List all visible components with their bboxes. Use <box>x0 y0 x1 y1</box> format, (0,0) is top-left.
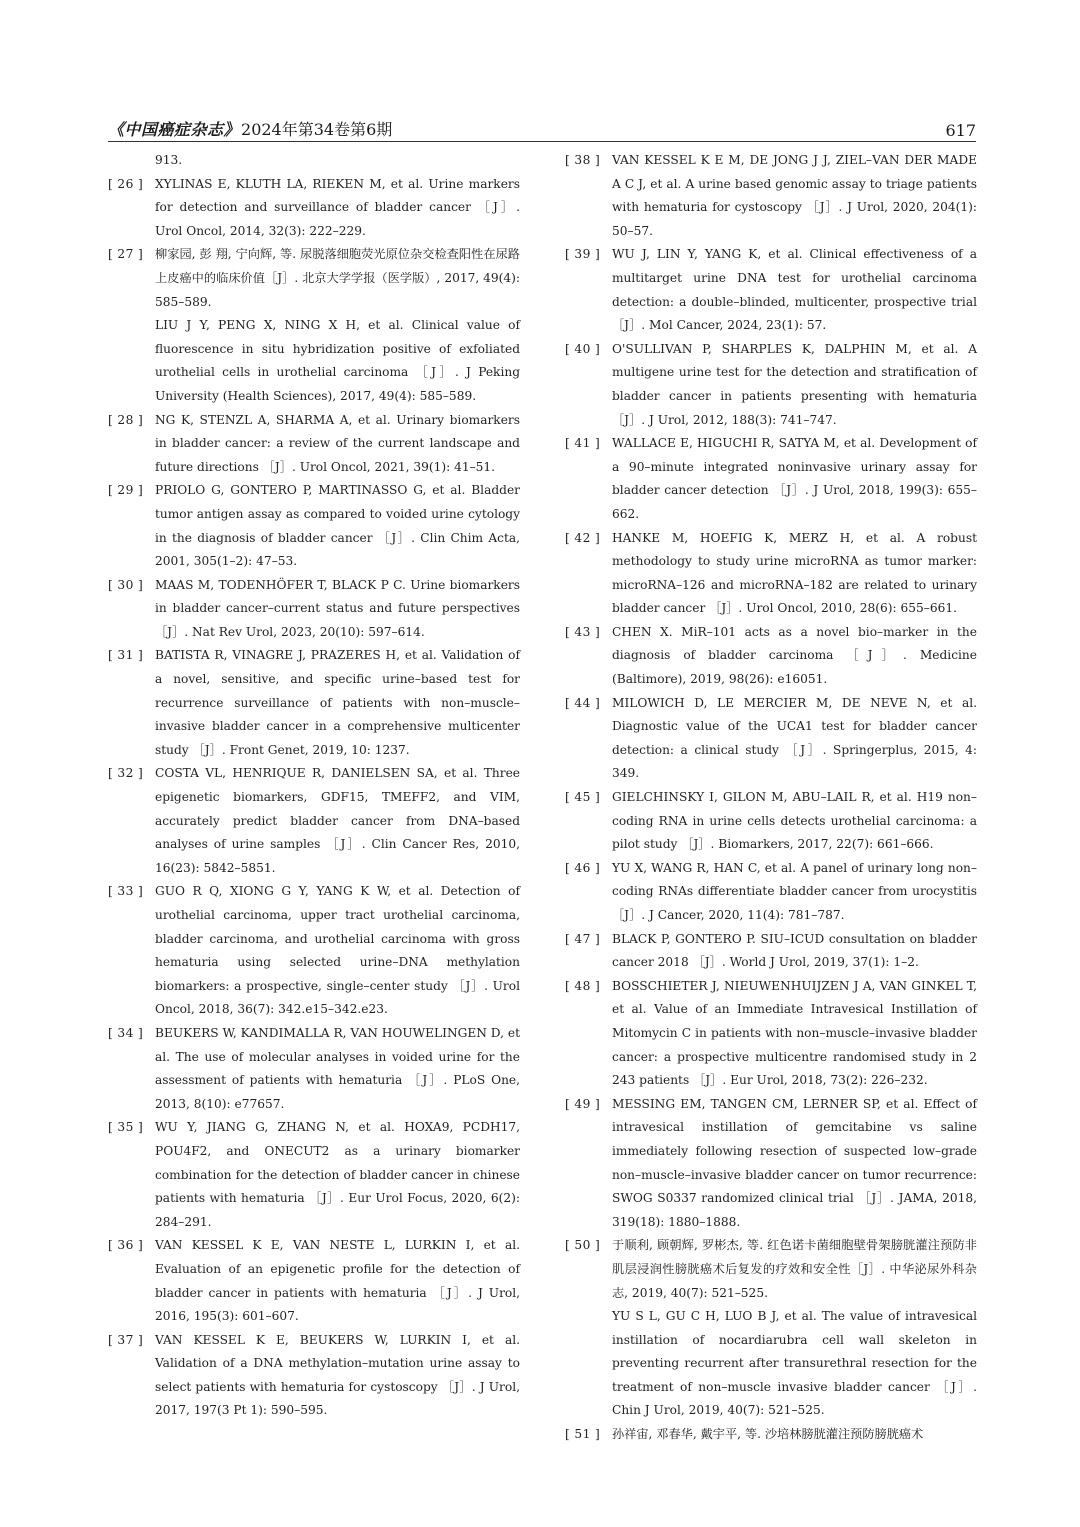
reference-text: BATISTA R, VINAGRE J, PRAZERES H, et al. Validation of a novel, sensitive, and specific urine–based test for recurrence surveillance of patients with non–muscle–invasive bladder cancer in a comprehensive multicenter study ［J］. Front Genet, 2019, 10: 1237. <box>155 648 520 757</box>
reference-body <box>612 621 977 692</box>
journal-citation <box>108 117 392 140</box>
reference-body <box>155 574 520 645</box>
reference-text: MAAS M, TODENHÖFER T, BLACK P C. Urine biomarkers in bladder cancer–current status and future perspectives ［J］. Nat Rev Urol, 2023, 20(10): 597–614. <box>155 577 520 639</box>
reference-entry <box>565 243 977 337</box>
reference-text: 孙祥宙, 邓春华, 戴宇平, 等. 沙培林膀胱灌注预防膀胱癌术 <box>612 1427 924 1442</box>
page-number: 617 <box>945 121 976 140</box>
reference-body <box>612 857 977 928</box>
reference-body <box>155 479 520 573</box>
reference-body <box>612 1234 977 1423</box>
reference-text: NG K, STENZL A, SHARMA A, et al. Urinary biomarkers in bladder cancer: a review of the current landscape and future directions ［J］. Urol Oncol, 2021, 39(1): 41–51. <box>155 412 520 474</box>
reference-text: BLACK P, GONTERO P. SIU–ICUD consultation on bladder cancer 2018 ［J］. World J Urol, 2019, 37(1): 1–2. <box>612 931 977 970</box>
reference-body <box>155 173 520 244</box>
reference-number: [ 35 ] <box>108 1120 144 1135</box>
reference-text: WU J, LIN Y, YANG K, et al. Clinical effectiveness of a multitarget urine DNA test for urothelial carcinoma detection: a double–blinded, multicenter, prospective trial ［J］. Mol Cancer, 2024, 23(1): 57. <box>612 247 977 333</box>
reference-number: [ 33 ] <box>108 884 144 899</box>
reference-text: VAN KESSEL K E, BEUKERS W, LURKIN I, et al. Validation of a DNA methylation–mutation urine assay to select patients with hematuria for cystoscopy ［J］. J Urol, 2017, 197(3 Pt 1): 590–595. <box>155 1332 520 1418</box>
reference-number: [ 45 ] <box>565 790 601 805</box>
reference-entry <box>108 880 520 1022</box>
reference-body <box>612 1423 977 1447</box>
reference-text: VAN KESSEL K E M, DE JONG J J, ZIEL–VAN DER MADE A C J, et al. A urine based genomic assay to triage patients with hematuria for cystoscopy ［J］. J Urol, 2020, 204(1): 50–57. <box>612 153 977 238</box>
reference-entry <box>565 928 977 975</box>
reference-entry <box>565 338 977 432</box>
reference-entry <box>565 1423 977 1447</box>
reference-entry <box>108 762 520 880</box>
reference-text: O'SULLIVAN P, SHARPLES K, DALPHIN M, et al. A multigene urine test for the detection and stratification of bladder cancer in patients presenting with hematuria ［J］. J Urol, 2012, 188(3): 741–747. <box>612 341 977 427</box>
reference-entry <box>565 692 977 786</box>
reference-entry <box>565 857 977 928</box>
reference-number: [ 31 ] <box>108 648 144 663</box>
reference-body <box>612 928 977 975</box>
reference-body <box>155 1234 520 1328</box>
reference-text: BEUKERS W, KANDIMALLA R, VAN HOUWELINGEN D, et al. The use of molecular analyses in voided urine for the assessment of patients with hematuria ［J］. PLoS One, 2013, 8(10): e77657. <box>155 1025 520 1111</box>
reference-body <box>155 1022 520 1116</box>
reference-body <box>612 786 977 857</box>
reference-text: YU X, WANG R, HAN C, et al. A panel of urinary long non–coding RNAs differentiate bladder cancer from urocystitis ［J］. J Cancer, 2020, 11(4): 781–787. <box>612 860 977 922</box>
header-rule <box>108 141 976 142</box>
reference-text: 于顺利, 顾朝辉, 罗彬杰, 等. 红色诺卡菌细胞壁骨架膀胱灌注预防非肌层浸润性膀胱癌术后复发的疗效和安全性［J］. 中华泌尿外科杂志, 2019, 40(7): 521–525. <box>612 1238 977 1300</box>
reference-text: COSTA VL, HENRIQUE R, DANIELSEN SA, et al. Three epigenetic biomarkers, GDF15, TMEFF2, and VIM, accurately predict bladder cancer from DNA–based analyses of urine samples ［J］. Clin Cancer Res, 2010, 16(23): 5842–5851. <box>155 766 520 875</box>
reference-text: CHEN X. MiR–101 acts as a novel bio–marker in the diagnosis of bladder carcinoma ［J］. Medicine (Baltimore), 2019, 98(26): e16051. <box>612 624 977 687</box>
reference-number: [ 40 ] <box>565 341 601 356</box>
reference-translation: YU S L, GU C H, LUO B J, et al. The value of intravesical instillation of nocardiarubra cell wall skeleton in preventing recurrent after transurethral resection for the treatment of non–muscle invasive bladder cancer ［J］. Chin J Urol, 2019, 40(7): 521–525. <box>612 1309 977 1418</box>
reference-body <box>612 692 977 786</box>
reference-entry <box>108 1116 520 1234</box>
reference-number: [ 42 ] <box>565 530 601 545</box>
reference-number: [ 43 ] <box>565 624 601 639</box>
reference-entry <box>108 243 520 408</box>
reference-text: MILOWICH D, LE MERCIER M, DE NEVE N, et al. Diagnostic value of the UCA1 test for bladder cancer detection: a clinical study ［J］. Springerplus, 2015, 4: 349. <box>612 695 977 781</box>
reference-text: PRIOLO G, GONTERO P, MARTINASSO G, et al. Bladder tumor antigen assay as compared to voided urine cytology in the diagnosis of bladder cancer ［J］. Clin Chim Acta, 2001, 305(1–2): 47–53. <box>155 483 520 569</box>
reference-number: [ 27 ] <box>108 247 144 262</box>
reference-entry <box>108 1022 520 1116</box>
reference-text: GUO R Q, XIONG G Y, YANG K W, et al. Detection of urothelial carcinoma, upper tract urothelial carcinoma, bladder carcinoma, and urothelial carcinoma with gross hematuria using selected urine–DNA methylation biomarkers: a prospective, single–center study ［J］. Urol Oncol, 2018, 36(7): 342.e15–342.e23. <box>155 884 520 1017</box>
reference-body <box>612 432 977 526</box>
reference-body <box>155 1329 520 1423</box>
reference-number: [ 39 ] <box>565 247 601 262</box>
reference-text: MESSING EM, TANGEN CM, LERNER SP, et al. Effect of intravesical instillation of gemcitabine vs saline immediately following resection of suspected low–grade non–muscle–invasive bladder cancer on tumor recurrence: SWOG S0337 randomized clinical trial ［J］. JAMA, 2018, 319(18): 1880–1888. <box>612 1096 977 1229</box>
journal-issue: 2024年第34卷第6期 <box>241 120 393 139</box>
reference-number: [ 48 ] <box>565 978 601 993</box>
reference-number: [ 37 ] <box>108 1332 144 1347</box>
reference-entry <box>108 409 520 480</box>
reference-body <box>612 1093 977 1235</box>
reference-continuation: 913. <box>155 153 183 167</box>
reference-entry <box>565 149 977 243</box>
reference-entry <box>565 786 977 857</box>
reference-entry <box>108 479 520 573</box>
reference-number: [ 34 ] <box>108 1025 144 1040</box>
reference-entry <box>108 644 520 762</box>
reference-number: [ 26 ] <box>108 176 144 191</box>
reference-body <box>155 409 520 480</box>
reference-entry <box>108 173 520 244</box>
left-reference-column <box>108 149 520 1423</box>
reference-entry <box>565 527 977 621</box>
reference-entry <box>565 1093 977 1235</box>
reference-body <box>612 149 977 243</box>
reference-number: [ 49 ] <box>565 1096 601 1111</box>
reference-number: [ 36 ] <box>108 1238 144 1253</box>
reference-number: [ 46 ] <box>565 860 601 875</box>
reference-body <box>155 880 520 1022</box>
reference-text: WALLACE E, HIGUCHI R, SATYA M, et al. Development of a 90–minute integrated noninvasive urinary assay for bladder cancer detection ［J］. J Urol, 2018, 199(3): 655–662. <box>612 436 977 521</box>
running-header <box>108 116 976 140</box>
reference-body <box>612 975 977 1093</box>
reference-number: [ 32 ] <box>108 766 144 781</box>
reference-number: [ 29 ] <box>108 483 144 498</box>
reference-translation: LIU J Y, PENG X, NING X H, et al. Clinical value of fluorescence in situ hybridization positive of exfoliated urothelial cells in urothelial carcinoma ［J］. J Peking University (Health Sciences), 2017, 49(4): 585–589. <box>155 318 520 403</box>
reference-entry <box>565 432 977 526</box>
reference-body <box>155 644 520 762</box>
reference-body <box>612 243 977 337</box>
reference-number: [ 30 ] <box>108 577 144 592</box>
reference-entry <box>108 1329 520 1423</box>
reference-entry <box>565 621 977 692</box>
reference-body <box>612 338 977 432</box>
reference-body <box>612 527 977 621</box>
reference-text: WU Y, JIANG G, ZHANG N, et al. HOXA9, PCDH17, POU4F2, and ONECUT2 as a urinary biomarker combination for the detection of bladder cancer in chinese patients with hematuria ［J］. Eur Urol Focus, 2020, 6(2): 284–291. <box>155 1120 520 1229</box>
reference-body <box>155 762 520 880</box>
journal-title: 《中国癌症杂志》 <box>108 120 241 139</box>
reference-text: HANKE M, HOEFIG K, MERZ H, et al. A robust methodology to study urine microRNA as tumor marker: microRNA–126 and microRNA–182 are related to urinary bladder cancer ［J］. Urol Oncol, 2010, 28(6): 655–661. <box>612 530 977 616</box>
reference-number: [ 47 ] <box>565 931 601 946</box>
reference-text: 柳家园, 彭 翔, 宁向辉, 等. 尿脱落细胞荧光原位杂交检查阳性在尿路上皮癌中的临床价值［J］. 北京大学学报（医学版）, 2017, 49(4): 585–589. <box>155 247 520 309</box>
reference-number: [ 28 ] <box>108 412 144 427</box>
reference-text: BOSSCHIETER J, NIEUWENHUIJZEN J A, VAN GINKEL T, et al. Value of an Immediate Intravesical Instillation of Mitomycin C in patients with non–muscle–invasive bladder cancer: a prospective multicentre randomised study in 2 243 patients ［J］. Eur Urol, 2018, 73(2): 226–232. <box>612 978 977 1088</box>
reference-entry <box>565 975 977 1093</box>
reference-number: [ 38 ] <box>565 153 601 167</box>
reference-number: [ 44 ] <box>565 695 601 710</box>
reference-entry <box>108 574 520 645</box>
reference-text: GIELCHINSKY I, GILON M, ABU–LAIL R, et al. H19 non–coding RNA in urine cells detects urothelial carcinoma: a pilot study ［J］. Biomarkers, 2017, 22(7): 661–666. <box>612 790 977 852</box>
reference-number: [ 41 ] <box>565 436 601 451</box>
reference-entry <box>108 1234 520 1328</box>
right-reference-column <box>565 149 977 1447</box>
reference-entry <box>565 1234 977 1423</box>
reference-text: XYLINAS E, KLUTH LA, RIEKEN M, et al. Urine markers for detection and surveillance of bladder cancer ［J］. Urol Oncol, 2014, 32(3): 222–229. <box>155 176 520 238</box>
reference-body <box>155 243 520 408</box>
reference-text: VAN KESSEL K E, VAN NESTE L, LURKIN I, et al. Evaluation of an epigenetic profile for the detection of bladder cancer in patients with hematuria ［J］. J Urol, 2016, 195(3): 601–607. <box>155 1238 520 1324</box>
reference-number: [ 50 ] <box>565 1238 601 1253</box>
reference-number: [ 51 ] <box>565 1427 601 1442</box>
reference-body <box>155 1116 520 1234</box>
